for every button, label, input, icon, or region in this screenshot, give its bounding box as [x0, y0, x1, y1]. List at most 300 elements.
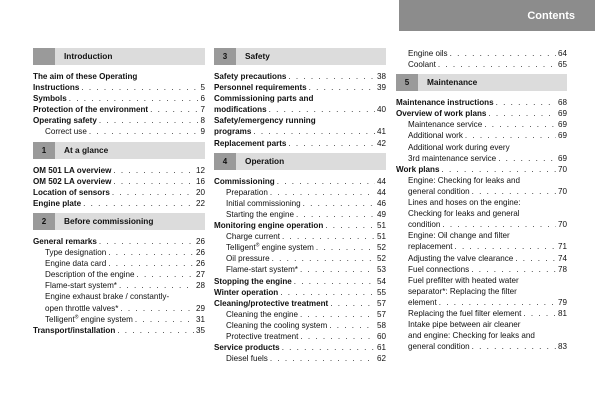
- page-number: 41: [376, 127, 386, 137]
- toc-entry-row: [33, 325, 205, 336]
- toc-entry-text: Telligent: [226, 243, 256, 253]
- toc-entry[interactable]: [33, 280, 205, 291]
- toc-entry[interactable]: [396, 197, 567, 230]
- toc-entry[interactable]: [214, 253, 386, 264]
- dot-leader: [272, 253, 375, 264]
- toc-entry[interactable]: [214, 287, 386, 298]
- toc-entry-title: [408, 59, 436, 70]
- section-title: Before commissioning: [64, 215, 154, 226]
- dot-leader: [81, 82, 198, 93]
- dot-leader: [484, 119, 556, 130]
- dot-leader: [277, 176, 375, 187]
- dot-leader: [69, 93, 199, 104]
- toc-entry-row: [33, 314, 205, 325]
- page-number: 44: [376, 187, 386, 197]
- dot-leader: [294, 276, 375, 287]
- toc-entry-row: [214, 320, 386, 331]
- toc-entry-title: [408, 253, 513, 264]
- toc-entry[interactable]: [33, 258, 205, 269]
- toc-entry-row: [214, 138, 386, 149]
- page-number: 54: [376, 276, 386, 286]
- toc-entry[interactable]: [214, 231, 386, 242]
- toc-entry-title: [226, 198, 301, 209]
- toc-entry-row: [214, 231, 386, 242]
- dot-leader: [439, 297, 556, 308]
- toc-entry[interactable]: [396, 253, 567, 264]
- toc-entry-line: Lines and hoses on the engine:: [408, 198, 521, 208]
- toc-entry-text: Flame-start system*: [226, 265, 298, 275]
- page-number: 68: [557, 98, 567, 108]
- toc-entry-title: [33, 325, 115, 336]
- toc-entry[interactable]: [396, 275, 567, 308]
- registered-mark: ®: [74, 313, 79, 320]
- section-number: 1: [33, 142, 55, 159]
- toc-entry-title: condition: [408, 220, 441, 230]
- toc-entry-text: General remarks: [33, 236, 97, 246]
- toc-entry-row: [214, 287, 386, 298]
- toc-entry-text: Engine oils: [408, 49, 448, 58]
- toc-entry-title: [33, 115, 97, 126]
- section-title: Safety: [245, 51, 270, 61]
- toc-entry-title: [45, 269, 135, 280]
- toc-list-before-commissioning: [33, 236, 205, 336]
- toc-entry[interactable]: [214, 176, 386, 187]
- toc-entry-row: [214, 298, 386, 309]
- toc-entry-title: [45, 280, 117, 291]
- toc-list-introduction: [33, 71, 205, 138]
- toc-entry-text: Replacing the fuel filter element: [408, 308, 522, 318]
- dot-leader: [119, 280, 194, 291]
- toc-entry-text: Personnel requirements: [214, 83, 307, 93]
- section-title: Introduction: [64, 51, 113, 61]
- dot-leader: [99, 115, 199, 126]
- toc-entry[interactable]: [33, 93, 205, 104]
- toc-entry-title: [33, 165, 111, 176]
- toc-entry-title: element: [408, 297, 437, 307]
- dot-leader: [472, 186, 556, 197]
- toc-entry-row: [33, 104, 205, 115]
- toc-list-continued: [396, 48, 567, 70]
- toc-entry[interactable]: [396, 175, 567, 197]
- toc-entry-row: [214, 276, 386, 287]
- toc-entry-title: 3rd maintenance service: [408, 153, 497, 163]
- section-title: At a glance: [64, 144, 109, 155]
- toc-entry[interactable]: [214, 93, 386, 115]
- toc-entry-text: Monitoring engine operation: [214, 221, 324, 231]
- toc-entry-row: [33, 303, 205, 314]
- toc-entry[interactable]: [396, 59, 567, 70]
- toc-entry[interactable]: [214, 220, 386, 231]
- dot-leader: [296, 209, 375, 220]
- toc-entry-title: [214, 71, 286, 82]
- toc-entry-row: [396, 297, 567, 308]
- page-number: 20: [195, 187, 205, 197]
- toc-entry-text: Operating safety: [33, 116, 97, 126]
- toc-entry[interactable]: [214, 115, 386, 137]
- page-number: 26: [195, 248, 205, 258]
- dot-leader: [83, 198, 194, 209]
- toc-entry-text: Additional work: [408, 131, 463, 141]
- toc-entry[interactable]: [33, 247, 205, 258]
- toc-entry[interactable]: [33, 325, 205, 336]
- toc-entry[interactable]: [214, 242, 386, 253]
- section-number: [33, 48, 55, 65]
- toc-entry[interactable]: [214, 82, 386, 93]
- page-number: 57: [376, 309, 386, 319]
- dot-leader: [282, 231, 375, 242]
- dot-leader: [523, 308, 556, 319]
- page-number: 28: [195, 281, 205, 291]
- toc-entry-row: [396, 341, 567, 352]
- toc-entry-title: [33, 236, 97, 247]
- toc-entry-line: Checking for leaks and general: [408, 209, 520, 219]
- page-number: 49: [376, 209, 386, 219]
- toc-entry-row: [396, 241, 567, 252]
- toc-column-3: [396, 48, 567, 352]
- toc-entry[interactable]: [214, 209, 386, 220]
- page-number: 6: [200, 94, 205, 104]
- toc-entry-row: [396, 219, 567, 230]
- toc-entry-text: Overview of work plans: [396, 109, 487, 119]
- toc-entry-line: and engine: Checking for leaks and: [408, 331, 535, 341]
- toc-entry[interactable]: [214, 276, 386, 287]
- toc-entry-row: [33, 115, 205, 126]
- toc-entry[interactable]: [33, 269, 205, 280]
- dot-leader: [113, 176, 194, 187]
- dot-leader: [471, 264, 556, 275]
- toc-column-1: [33, 48, 205, 336]
- dot-leader: [112, 187, 194, 198]
- dot-leader: [280, 287, 375, 298]
- toc-entry-title: [33, 198, 81, 209]
- toc-entry[interactable]: [396, 142, 567, 164]
- toc-entry-text: Service products: [214, 343, 280, 353]
- toc-entry[interactable]: [33, 71, 205, 93]
- toc-entry-text: Replacement parts: [214, 138, 287, 148]
- toc-entry-title: [45, 126, 87, 137]
- toc-entry[interactable]: [214, 320, 386, 331]
- page-number: 31: [195, 314, 205, 324]
- toc-entry-title: [214, 298, 328, 309]
- dot-leader: [270, 353, 375, 364]
- toc-entry[interactable]: [396, 130, 567, 141]
- dot-leader: [300, 309, 375, 320]
- toc-entry-title: [226, 320, 327, 331]
- page-number: 79: [557, 297, 567, 307]
- toc-entry[interactable]: [214, 264, 386, 275]
- dot-leader: [488, 108, 556, 119]
- dot-leader: [117, 325, 194, 336]
- toc-entry-title: [226, 231, 280, 242]
- dot-leader: [288, 138, 375, 149]
- toc-entry-row: [33, 165, 205, 176]
- toc-entry-title: [408, 130, 463, 141]
- toc-entry-title: [214, 82, 307, 93]
- page-number: 51: [376, 221, 386, 231]
- page-number: 35: [195, 325, 205, 335]
- toc-entry-line: Engine: Oil change and filter: [408, 231, 510, 241]
- toc-entry-title: [396, 164, 439, 175]
- page-number: 29: [195, 303, 205, 313]
- dot-leader: [108, 258, 194, 269]
- toc-entry-title: modifications: [214, 105, 267, 115]
- toc-entry-row: [396, 97, 567, 108]
- toc-entry-title: [214, 342, 280, 353]
- dot-leader: [498, 153, 556, 164]
- section-header-maintenance: [396, 74, 567, 91]
- toc-entry[interactable]: [214, 309, 386, 320]
- toc-entry-text: Engine plate: [33, 198, 82, 208]
- toc-entry-title: open throttle valves*: [45, 303, 119, 313]
- page-number: 61: [376, 343, 386, 353]
- page-number: 7: [200, 105, 205, 115]
- toc-entry[interactable]: [396, 319, 567, 352]
- toc-entry[interactable]: [33, 198, 205, 209]
- toc-entry[interactable]: [33, 187, 205, 198]
- page-number: 55: [376, 287, 386, 297]
- toc-entry-title: general condition: [408, 186, 470, 196]
- page-number: 40: [376, 105, 386, 115]
- toc-entry[interactable]: [214, 198, 386, 209]
- toc-entry[interactable]: [396, 48, 567, 59]
- toc-entry-text: Fuel connections: [408, 264, 470, 274]
- page-number: 69: [557, 109, 567, 119]
- toc-entry[interactable]: [214, 342, 386, 353]
- page-number: 22: [195, 198, 205, 208]
- toc-entry-line: Additional work during every: [408, 142, 510, 152]
- registered-mark: ®: [255, 242, 260, 249]
- toc-entry-title: [214, 220, 323, 231]
- toc-entry-row: [33, 126, 205, 137]
- toc-entry-text: engine system: [259, 243, 314, 253]
- dot-leader: [300, 264, 375, 275]
- toc-list-operation: [214, 176, 386, 365]
- toc-entry-row: [214, 198, 386, 209]
- toc-entry-line: Commissioning parts and: [214, 94, 314, 104]
- toc-entry-title: [226, 242, 314, 253]
- header-bar: [399, 0, 595, 31]
- toc-entry-text: Telligent: [45, 314, 75, 324]
- section-number: 2: [33, 213, 55, 230]
- toc-entry-title: [226, 187, 268, 198]
- dot-leader: [438, 59, 556, 70]
- toc-entry-text: Type designation: [45, 248, 107, 258]
- toc-entry[interactable]: [396, 308, 567, 319]
- toc-entry-text: Maintenance instructions: [396, 98, 494, 108]
- toc-entry[interactable]: [214, 298, 386, 309]
- toc-entry-line: Engine exhaust brake / constantly-: [45, 292, 170, 302]
- page-number: 57: [376, 298, 386, 308]
- dot-leader: [496, 97, 556, 108]
- toc-entry-line: Engine: Checking for leaks and: [408, 175, 521, 185]
- page-number: 26: [195, 259, 205, 269]
- toc-entry-title: general condition: [408, 342, 470, 352]
- dot-leader: [108, 247, 194, 258]
- page-number: 60: [376, 331, 386, 341]
- toc-entry-row: [214, 71, 386, 82]
- toc-entry-row: [33, 269, 205, 280]
- section-title: Maintenance: [427, 77, 478, 88]
- page-number: 62: [376, 354, 386, 364]
- toc-entry[interactable]: [33, 104, 205, 115]
- page-number: 64: [557, 49, 567, 58]
- toc-entry-row: [33, 258, 205, 269]
- page-number: 58: [376, 320, 386, 330]
- toc-entry-row: [396, 130, 567, 141]
- dot-leader: [515, 253, 556, 264]
- toc-entry-title: [226, 309, 298, 320]
- toc-entry-row: [214, 253, 386, 264]
- toc-entry-row: [214, 104, 386, 115]
- toc-entry[interactable]: [214, 187, 386, 198]
- toc-entry-title: [408, 48, 448, 59]
- page-title: Contents: [527, 10, 575, 22]
- toc-entry[interactable]: [33, 236, 205, 247]
- toc-entry-row: [33, 187, 205, 198]
- toc-entry-title: [214, 287, 278, 298]
- toc-entry[interactable]: [396, 230, 567, 252]
- toc-entry-line: Fuel prefilter with heated water: [408, 275, 519, 285]
- page-number: 81: [557, 308, 567, 318]
- page-number: 8: [200, 116, 205, 126]
- dot-leader: [99, 236, 194, 247]
- toc-entry-text: Transport/installation: [33, 325, 116, 335]
- toc-entry-title: [214, 276, 292, 287]
- toc-entry-title: [226, 353, 268, 364]
- page-number: 65: [557, 60, 567, 70]
- toc-entry-title: [214, 176, 275, 187]
- page-number: 70: [557, 186, 567, 196]
- toc-entry-row: [33, 280, 205, 291]
- toc-entry-row: [396, 264, 567, 275]
- toc-entry[interactable]: [396, 264, 567, 275]
- toc-entry[interactable]: [33, 176, 205, 187]
- page-number: 5: [200, 83, 205, 93]
- toc-entry-text: Diesel fuels: [226, 354, 268, 364]
- toc-entry-text: Safety precautions: [214, 72, 287, 81]
- toc-entry[interactable]: [396, 108, 567, 119]
- toc-entry-title: [226, 264, 298, 275]
- section-number: 4: [214, 153, 236, 170]
- dot-leader: [303, 198, 375, 209]
- toc-entry-title: [33, 93, 67, 104]
- toc-entry[interactable]: [214, 353, 386, 364]
- toc-entry-row: [33, 176, 205, 187]
- dot-leader: [441, 164, 556, 175]
- toc-entry[interactable]: [396, 97, 567, 108]
- toc-entry-line: The aim of these Operating: [33, 72, 138, 81]
- toc-entry-title: [408, 264, 469, 275]
- dot-leader: [288, 71, 375, 82]
- toc-entry-row: [396, 164, 567, 175]
- toc-entry-text: Correct use: [45, 127, 87, 137]
- section-title: Operation: [245, 155, 285, 166]
- toc-entry[interactable]: [33, 115, 205, 126]
- page-number: 70: [557, 220, 567, 230]
- page-number: 78: [557, 264, 567, 274]
- toc-entry-row: [214, 209, 386, 220]
- toc-entry[interactable]: [33, 126, 205, 137]
- page-number: 69: [557, 120, 567, 130]
- dot-leader: [465, 130, 556, 141]
- toc-entry[interactable]: [33, 291, 205, 313]
- toc-entry-text: Description of the engine: [45, 270, 135, 280]
- section-header-before-commissioning: [33, 213, 205, 230]
- dot-leader: [269, 104, 375, 115]
- toc-entry-text: Adjusting the valve clearance: [408, 253, 514, 263]
- toc-entry-text: OM 501 LA overview: [33, 165, 112, 175]
- dot-leader: [309, 82, 375, 93]
- toc-entry-title: [214, 138, 286, 149]
- toc-entry[interactable]: [396, 164, 567, 175]
- toc-entry-row: [396, 108, 567, 119]
- toc-entry-row: [214, 242, 386, 253]
- toc-entry-row: [396, 186, 567, 197]
- toc-entry-row: [396, 253, 567, 264]
- toc-entry-title: [408, 119, 482, 130]
- toc-entry-text: Engine data card: [45, 259, 107, 269]
- page-number: 74: [557, 253, 567, 263]
- dot-leader: [472, 341, 556, 352]
- page-number: 71: [557, 242, 567, 252]
- page-number: 69: [557, 131, 567, 141]
- toc-entry-row: [214, 309, 386, 320]
- toc-entry[interactable]: [214, 331, 386, 342]
- toc-entry-text: Preparation: [226, 187, 268, 197]
- toc-entry[interactable]: [33, 314, 205, 325]
- toc-entry-title: [45, 247, 106, 258]
- dot-leader: [253, 126, 375, 137]
- toc-entry-text: Location of sensors: [33, 187, 110, 197]
- toc-entry-title: [226, 331, 298, 342]
- page-number: 70: [557, 164, 567, 174]
- toc-entry-text: Cleaning/protective treatment: [214, 298, 329, 308]
- page-number: 27: [195, 270, 205, 280]
- toc-entry-row: [33, 247, 205, 258]
- toc-entry-text: Initial commissioning: [226, 198, 301, 208]
- toc-entry-text: Winter operation: [214, 287, 279, 297]
- toc-entry-title: [33, 187, 110, 198]
- toc-entry-row: [396, 119, 567, 130]
- toc-entry-text: Cleaning the cooling system: [226, 320, 328, 330]
- toc-entry-text: Cleaning the engine: [226, 309, 299, 319]
- page-number: 52: [376, 243, 386, 253]
- toc-entry-title: replacement: [408, 242, 453, 252]
- toc-entry[interactable]: [396, 119, 567, 130]
- toc-entry-text: Maintenance service: [408, 120, 483, 130]
- toc-entry-row: [214, 264, 386, 275]
- toc-entry[interactable]: [214, 138, 386, 149]
- toc-entry-row: [214, 331, 386, 342]
- toc-entry-row: [33, 236, 205, 247]
- toc-entry-title: [45, 314, 133, 325]
- section-number: 5: [396, 74, 418, 91]
- toc-entry[interactable]: [214, 71, 386, 82]
- page-number: 26: [195, 236, 205, 246]
- toc-entry-line: separator*: Replacing the filter: [408, 286, 517, 296]
- page-number: 69: [557, 153, 567, 163]
- toc-entry-text: Commissioning: [214, 176, 275, 186]
- toc-entry-title: programs: [214, 127, 252, 137]
- toc-entry[interactable]: [33, 165, 205, 176]
- dot-leader: [135, 314, 194, 325]
- toc-list-at-a-glance: [33, 165, 205, 209]
- toc-entry-row: [396, 308, 567, 319]
- toc-entry-row: [214, 126, 386, 137]
- dot-leader: [455, 241, 556, 252]
- toc-entry-title: [226, 253, 270, 264]
- toc-entry-line: Intake pipe between air cleaner: [408, 320, 521, 330]
